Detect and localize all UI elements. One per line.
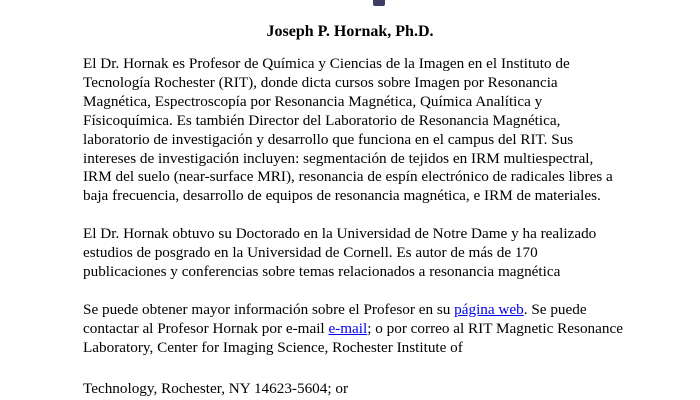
author-name: Joseph P. Hornak, Ph.D. xyxy=(266,23,434,40)
address-line: Technology, Rochester, NY 14623-5604; or xyxy=(83,380,349,397)
bio-paragraph-contact xyxy=(83,301,623,358)
contact-text-2: . Se puede contactar al Profesor Hornak por e-mail xyxy=(83,300,587,337)
bio-paragraph-1: El Dr. Hornak es Profesor de Química y Ciencias de la Imagen en el Instituto de Tecnología Rochester (RIT), donde dicta cursos sobre Imagen por Resonancia Magnética, Espectroscopía por Resonancia Magnética, Química Analítica y Físicoquímica. Es también Director del Laboratorio de Resonancia Magnética, laboratorio de investigación y desarrollo que funciona en el campus del RIT. Sus intereses de investigación incluyen: segmentación de tejidos en IRM multiespectral, IRM del suelo (near-surface MRI), resonancia de espín electrónico de radicales libres a baja frecuencia, desarrollo de equipos de resonancia magnética, e IRM de materiales. xyxy=(83,55,613,205)
contact-text-1: Se puede obtener mayor información sobre el Profesor en su xyxy=(83,300,455,318)
web-page-link[interactable]: página web xyxy=(454,300,524,318)
contact-text-3: ; o por correo al RIT Magnetic Resonance Laboratory, Center for Imaging Science, Rochester Institute of xyxy=(83,319,623,356)
biography-body xyxy=(83,55,623,377)
header-image-fragment xyxy=(373,0,385,6)
email-link[interactable]: e-mail xyxy=(328,319,368,337)
bio-paragraph-2: El Dr. Hornak obtuvo su Doctorado en la Universidad de Notre Dame y ha realizado estudios de posgrado en la Universidad de Cornell. Es autor de más de 170 publicaciones y conferencias sobre temas relacionados a resonancia magnética xyxy=(83,225,597,281)
